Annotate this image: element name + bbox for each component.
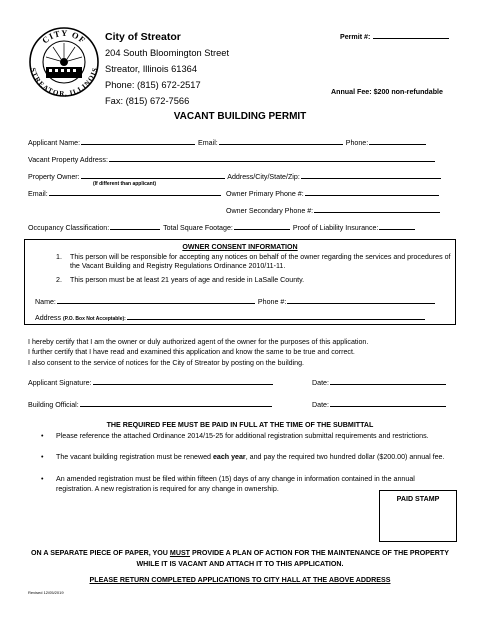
certify-line2: I further certify that I have read and examined this application and know the same to be true and correct. bbox=[28, 348, 355, 357]
owner-primary-phone-field[interactable] bbox=[305, 189, 439, 196]
building-official-field[interactable] bbox=[80, 400, 272, 407]
owner-address-label: Address/City/State/Zip: bbox=[227, 173, 300, 181]
owner-address-field[interactable] bbox=[301, 172, 441, 179]
permit-number-field[interactable] bbox=[373, 32, 449, 39]
consent-address-row bbox=[35, 313, 426, 322]
consent-item1: This person will be responsible for accepting any notices on behalf of the owner regarding the services and procedures of the Vacant Building and Registry Regulations Ordinance 2010/11-11. bbox=[70, 253, 451, 271]
owner-secondary-phone-field[interactable] bbox=[314, 206, 440, 213]
seal-bottom-text: STREATOR, ILLINOIS bbox=[29, 66, 99, 97]
building-official-label: Building Official: bbox=[28, 401, 79, 409]
plan-pre: ON A SEPARATE PIECE OF PAPER, YOU bbox=[31, 549, 170, 557]
occupancy-label: Occupancy Classification: bbox=[28, 224, 110, 232]
city-fax: Fax: (815) 672-7566 bbox=[105, 96, 190, 106]
fee-bullet-2-pre: The vacant building registration must be renewed bbox=[56, 453, 213, 461]
revision-date: Revised 12/05/2019 bbox=[28, 590, 64, 595]
bullet-icon: • bbox=[41, 453, 44, 461]
city-name: City of Streator bbox=[105, 31, 181, 43]
applicant-phone-label: Phone: bbox=[345, 139, 369, 147]
consent-name-field[interactable] bbox=[57, 297, 255, 304]
applicant-email-field[interactable] bbox=[219, 138, 343, 145]
applicant-row bbox=[28, 138, 427, 147]
official-date-label: Date: bbox=[312, 401, 329, 409]
applicant-name-label: Applicant Name: bbox=[28, 139, 81, 147]
city-seal bbox=[29, 27, 99, 97]
consent-phone-label: Phone #: bbox=[257, 298, 287, 306]
applicant-date-row bbox=[312, 378, 447, 387]
certify-line1: I hereby certify that I am the owner or duly authorized agent of the owner for the purposes of this application. bbox=[28, 338, 369, 346]
paid-stamp-label: PAID STAMP bbox=[396, 495, 440, 503]
official-date-field[interactable] bbox=[330, 400, 446, 407]
consent-name-label: Name: bbox=[35, 298, 56, 306]
consent-address-label: Address bbox=[35, 314, 62, 322]
applicant-date-field[interactable] bbox=[330, 378, 446, 385]
permit-number-row bbox=[340, 32, 450, 41]
occupancy-row bbox=[28, 223, 416, 232]
fee-bullet-2-post: , and pay the required two hundred dollar ($200.00) annual fee. bbox=[245, 453, 445, 461]
official-date-row bbox=[312, 400, 447, 409]
applicant-name-field[interactable] bbox=[81, 138, 195, 145]
page-title: VACANT BUILDING PERMIT bbox=[173, 111, 307, 122]
applicant-signature-field[interactable] bbox=[93, 378, 273, 385]
building-official-row bbox=[28, 400, 273, 409]
return-instructions: PLEASE RETURN COMPLETED APPLICATIONS TO CITY HALL AT THE ABOVE ADDRESS bbox=[89, 576, 391, 584]
plan-post: PROVIDE A PLAN OF ACTION FOR THE MAINTENANCE OF THE PROPERTY bbox=[190, 549, 449, 557]
applicant-phone-field[interactable] bbox=[369, 138, 426, 145]
consent-heading: OWNER CONSENT INFORMATION bbox=[182, 243, 298, 251]
owner-email-row bbox=[28, 189, 222, 198]
certification-block bbox=[28, 337, 368, 368]
applicant-signature-row bbox=[28, 378, 274, 387]
owner-email-field[interactable] bbox=[49, 189, 221, 196]
plan-of-action-line2: WHILE IT IS VACANT AND ATTACH IT TO THIS APPLICATION. bbox=[136, 560, 344, 568]
vacant-address-field[interactable] bbox=[109, 155, 435, 162]
fee-bullet-1: Please reference the attached Ordinance 2014/15-25 for additional registration submittal requirements and restrictions. bbox=[56, 432, 429, 440]
property-owner-field[interactable] bbox=[81, 172, 225, 179]
owner-primary-phone-row bbox=[226, 189, 440, 198]
fee-bullet-2 bbox=[56, 453, 448, 463]
occupancy-field[interactable] bbox=[110, 223, 160, 230]
plan-must: MUST bbox=[169, 549, 191, 557]
owner-secondary-phone-row bbox=[226, 206, 441, 215]
proof-insurance-label: Proof of Liability Insurance: bbox=[292, 224, 379, 232]
proof-insurance-field[interactable] bbox=[379, 223, 415, 230]
if-different-note: (If different than applicant) bbox=[93, 181, 157, 187]
owner-secondary-phone-label: Owner Secondary Phone #: bbox=[226, 207, 314, 215]
seal-top-text: CITY OF bbox=[40, 27, 89, 46]
certify-line3: I also consent to the service of notices for the City of Streator by posting on the building. bbox=[28, 358, 305, 367]
bullet-icon: • bbox=[41, 475, 44, 483]
consent-item1-number: 1. bbox=[56, 253, 62, 261]
property-owner-label: Property Owner: bbox=[28, 173, 80, 181]
po-box-note: (P.O. Box Not Acceptable): bbox=[63, 316, 126, 322]
applicant-signature-label: Applicant Signature: bbox=[28, 379, 92, 387]
vacant-address-label: Vacant Property Address: bbox=[28, 156, 108, 164]
vacant-address-row bbox=[28, 155, 436, 164]
consent-item2: This person must be at least 21 years of age and reside in LaSalle County. bbox=[70, 276, 305, 284]
applicant-date-label: Date: bbox=[312, 379, 329, 387]
total-sqft-field[interactable] bbox=[234, 223, 290, 230]
consent-address-field[interactable] bbox=[127, 313, 425, 320]
consent-phone-field[interactable] bbox=[287, 297, 435, 304]
city-phone: Phone: (815) 672-2517 bbox=[105, 80, 201, 90]
applicant-email-label: Email: bbox=[198, 139, 218, 147]
property-owner-row bbox=[28, 172, 442, 181]
permit-number-label: Permit #: bbox=[340, 33, 371, 41]
consent-name-row bbox=[35, 297, 436, 306]
plan-of-action-line1 bbox=[0, 549, 480, 557]
owner-primary-phone-label: Owner Primary Phone #: bbox=[226, 190, 304, 198]
svg-text:CITY OF bbox=[40, 28, 88, 46]
fee-bullet-3: An amended registration must be filed within fifteen (15) days of any change in information contained in the annual registration. A new registration is required for any change in ownership. bbox=[56, 475, 415, 493]
city-address-line1: 204 South Bloomington Street bbox=[105, 48, 230, 58]
city-address-line2: Streator, Illinois 61364 bbox=[105, 64, 197, 74]
fee-bullet-2-bold: each year bbox=[212, 453, 246, 461]
fee-heading: THE REQUIRED FEE MUST BE PAID IN FULL AT THE TIME OF THE SUBMITTAL bbox=[106, 421, 374, 429]
total-sqft-label: Total Square Footage: bbox=[163, 224, 233, 232]
owner-email-label: Email: bbox=[28, 190, 48, 198]
bullet-icon: • bbox=[41, 432, 44, 440]
annual-fee: Annual Fee: $200 non-refundable bbox=[331, 88, 443, 96]
consent-item2-number: 2. bbox=[56, 276, 62, 284]
